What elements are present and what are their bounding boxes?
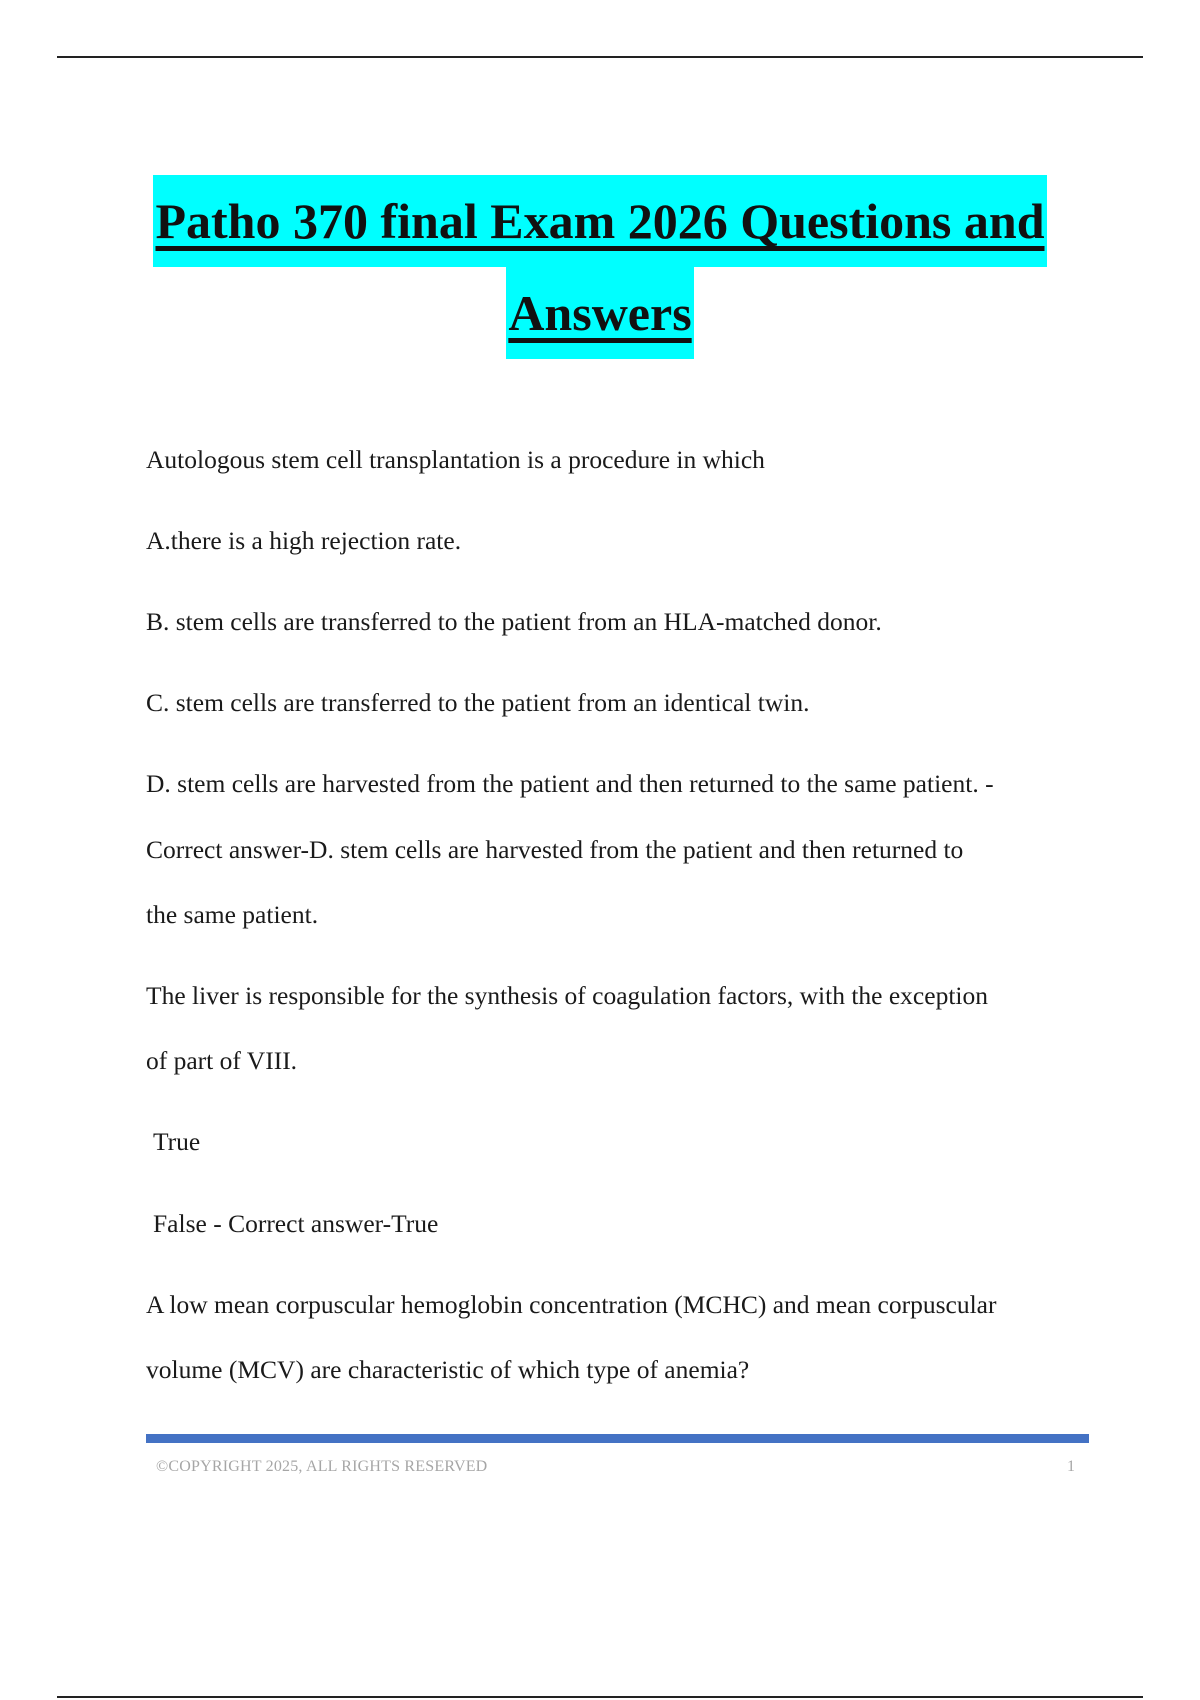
question-2-stem-cont: of part of VIII. — [146, 1046, 298, 1075]
question-1-answer-cont: the same patient. — [146, 900, 319, 929]
question-1-option-d: D. stem cells are harvested from the patient and then returned to the same patient. - — [146, 769, 994, 798]
title-line-1: Patho 370 final Exam 2026 Questions and — [153, 175, 1046, 267]
question-1-stem: Autologous stem cell transplantation is a procedure in which — [146, 445, 765, 474]
top-rule — [57, 56, 1143, 58]
question-2-stem: The liver is responsible for the synthesis of coagulation factors, with the exception — [146, 981, 988, 1010]
question-2-option-true: True — [153, 1127, 201, 1156]
question-1-option-b: B. stem cells are transferred to the patient from an HLA-matched donor. — [146, 607, 882, 636]
bottom-rule — [57, 1696, 1143, 1698]
question-1-option-c: C. stem cells are transferred to the patient from an identical twin. — [146, 688, 810, 717]
question-1-option-a: A.there is a high rejection rate. — [146, 526, 462, 555]
title-line-2: Answers — [506, 267, 693, 359]
document-title — [0, 175, 1200, 359]
question-1-answer: Correct answer-D. stem cells are harvested from the patient and then returned to — [146, 835, 964, 864]
page-number: 1 — [1067, 1458, 1076, 1475]
question-3-stem-cont: volume (MCV) are characteristic of which type of anemia? — [146, 1355, 750, 1384]
question-3-stem: A low mean corpuscular hemoglobin concentration (MCHC) and mean corpuscular — [146, 1290, 997, 1319]
footer-copyright: ©COPYRIGHT 2025, ALL RIGHTS RESERVED — [156, 1458, 488, 1475]
footer-bar — [146, 1434, 1089, 1443]
question-2-option-false-answer: False - Correct answer-True — [153, 1209, 439, 1238]
